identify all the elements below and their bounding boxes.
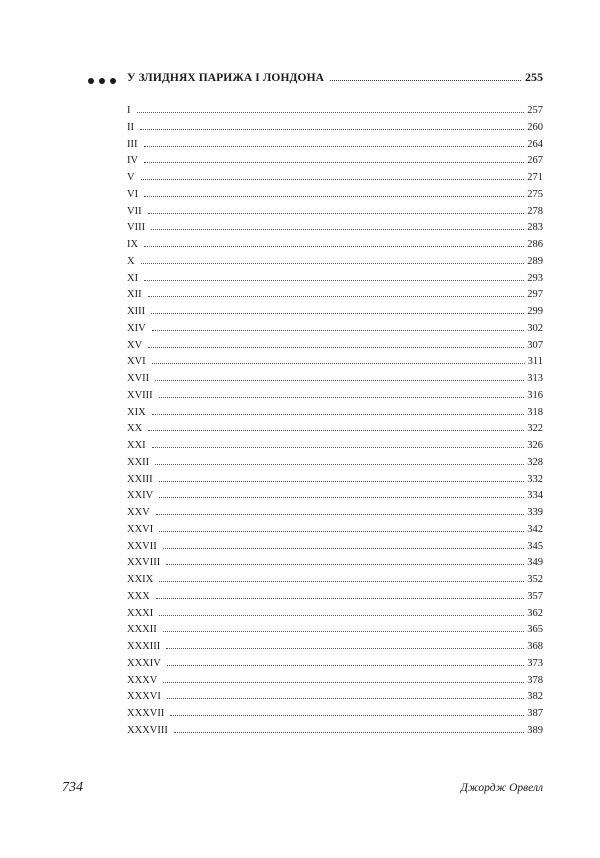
chapter-label: XXXIII <box>127 641 161 652</box>
toc-entry <box>127 421 543 438</box>
chapter-page-number: 260 <box>527 121 543 133</box>
chapter-page-number: 293 <box>527 272 543 284</box>
chapter-page-number: 271 <box>527 172 543 183</box>
chapter-label: XXVI <box>127 523 154 535</box>
chapter-label: XXIII <box>127 473 153 485</box>
bullet-dot-icon <box>88 78 94 84</box>
dot-leader <box>144 145 525 147</box>
chapter-page-number: 368 <box>527 641 543 652</box>
chapter-page-number: 264 <box>527 138 543 150</box>
toc-entry <box>127 153 543 170</box>
dot-leader <box>156 597 525 599</box>
chapter-page-number: 373 <box>527 657 543 669</box>
toc-entry <box>127 170 543 187</box>
dot-leader <box>137 111 525 113</box>
chapter-label: XIX <box>127 406 146 418</box>
chapter-page-number: 389 <box>527 724 543 736</box>
chapter-label: XII <box>127 289 142 301</box>
chapter-page-number: 297 <box>527 289 543 301</box>
dot-leader <box>144 245 524 247</box>
section-page-number: 255 <box>525 70 543 84</box>
toc-entry <box>127 187 543 204</box>
chapter-page-number: 299 <box>527 306 543 317</box>
dot-leader <box>152 362 525 364</box>
chapter-page-number: 302 <box>527 322 543 334</box>
bullet-dot-icon <box>99 78 105 84</box>
chapter-page-number: 283 <box>527 222 543 234</box>
toc-entry <box>127 455 543 472</box>
toc-entry <box>127 522 543 539</box>
chapter-page-number: 345 <box>527 540 543 552</box>
dot-leader <box>148 212 525 214</box>
chapter-label: XIII <box>127 306 146 317</box>
chapter-label: XXIV <box>127 490 154 502</box>
chapter-label: IX <box>127 239 139 250</box>
chapter-label: XVII <box>127 373 150 384</box>
dot-leader <box>167 664 524 666</box>
chapter-label: X <box>127 255 135 267</box>
dot-leader <box>152 446 525 448</box>
toc-entry <box>127 405 543 422</box>
dot-leader <box>152 413 525 415</box>
dot-leader <box>141 262 525 264</box>
dot-leader <box>140 128 524 130</box>
chapter-page-number: 365 <box>527 624 543 636</box>
chapter-label: XXX <box>127 590 150 602</box>
chapter-label: I <box>127 105 131 116</box>
toc-entry <box>127 304 543 321</box>
toc-entry <box>127 472 543 489</box>
chapter-page-number: 332 <box>527 473 543 485</box>
dot-leader <box>159 614 524 616</box>
toc-entry <box>127 689 543 706</box>
chapter-page-number: 378 <box>527 674 543 686</box>
dot-leader <box>174 731 524 733</box>
chapter-label: VIII <box>127 222 146 234</box>
toc-entry <box>127 656 543 673</box>
toc-entry <box>127 254 543 271</box>
chapter-label: XVIII <box>127 389 153 401</box>
dot-leader <box>159 530 524 532</box>
chapter-page-number: 382 <box>527 691 543 703</box>
toc-entry <box>127 555 543 572</box>
chapter-page-number: 328 <box>527 456 543 468</box>
dot-leader <box>163 681 524 683</box>
section-heading <box>88 70 543 92</box>
toc-entry <box>127 354 543 371</box>
section-title: У ЗЛИДНЯХ ПАРИЖА І ЛОНДОНА <box>127 72 325 84</box>
toc-entry <box>127 606 543 623</box>
dot-leader <box>148 429 524 431</box>
chapter-label: III <box>127 138 138 150</box>
chapter-label: IV <box>127 155 139 167</box>
chapter-page-number: 357 <box>527 590 543 602</box>
toc-entry <box>127 505 543 522</box>
bullet-marker <box>88 78 116 84</box>
chapter-page-number: 339 <box>527 507 543 518</box>
dot-leader <box>144 195 524 197</box>
dot-leader <box>155 463 524 465</box>
chapter-label: XXXVI <box>127 691 161 703</box>
toc-entry <box>127 287 543 304</box>
dot-leader <box>167 697 524 699</box>
toc-entry <box>127 237 543 254</box>
chapter-page-number: 318 <box>527 406 543 418</box>
chapter-label: XXVIII <box>127 557 161 569</box>
chapter-label: II <box>127 121 134 133</box>
chapter-page-number: 362 <box>527 607 543 619</box>
toc-entry <box>127 639 543 656</box>
chapter-label: XXXII <box>127 624 157 636</box>
chapter-page-number: 289 <box>527 255 543 267</box>
chapter-label: XXXI <box>127 607 154 619</box>
chapter-page-number: 275 <box>527 188 543 200</box>
chapter-label: XXXVII <box>127 708 165 719</box>
dot-leader <box>166 563 524 565</box>
chapter-label: V <box>127 172 135 183</box>
dot-leader <box>166 647 524 649</box>
toc-entry <box>127 438 543 455</box>
chapter-page-number: 267 <box>527 155 543 167</box>
toc-entry <box>127 371 543 388</box>
dot-leader <box>159 396 525 398</box>
chapter-label: XX <box>127 423 143 435</box>
dot-leader <box>159 480 525 482</box>
dot-leader <box>152 329 525 331</box>
dot-leader <box>330 79 521 81</box>
toc-entry <box>127 488 543 505</box>
dot-leader <box>148 295 525 297</box>
chapter-label: VII <box>127 205 142 217</box>
dot-leader <box>151 312 524 314</box>
dot-leader <box>141 178 525 180</box>
chapter-label: XXXV <box>127 674 158 686</box>
table-of-contents <box>127 103 543 740</box>
chapter-page-number: 326 <box>527 440 543 451</box>
dot-leader <box>163 630 525 632</box>
chapter-label: XI <box>127 272 139 284</box>
chapter-page-number: 352 <box>527 574 543 585</box>
toc-entry <box>127 622 543 639</box>
toc-entry <box>127 103 543 120</box>
toc-entry <box>127 220 543 237</box>
chapter-page-number: 342 <box>527 523 543 535</box>
toc-entry <box>127 673 543 690</box>
dot-leader <box>156 513 525 515</box>
chapter-label: XXXIV <box>127 657 161 669</box>
chapter-label: XIV <box>127 322 146 334</box>
dot-leader <box>151 228 524 230</box>
chapter-page-number: 311 <box>527 356 543 368</box>
toc-entry <box>127 589 543 606</box>
chapter-page-number: 307 <box>527 339 543 351</box>
dot-leader <box>170 714 524 716</box>
page-number: 734 <box>62 780 83 795</box>
chapter-page-number: 286 <box>527 239 543 250</box>
dot-leader <box>159 496 524 498</box>
dot-leader <box>148 346 524 348</box>
chapter-label: XXI <box>127 440 146 451</box>
running-footer-author: Джордж Орвелл <box>460 782 543 794</box>
dot-leader <box>155 379 524 381</box>
toc-entry <box>127 338 543 355</box>
chapter-page-number: 316 <box>527 389 543 401</box>
chapter-page-number: 334 <box>527 490 543 502</box>
dot-leader <box>159 580 524 582</box>
chapter-label: XXIX <box>127 574 154 585</box>
chapter-page-number: 322 <box>527 423 543 435</box>
chapter-label: XXVII <box>127 540 157 552</box>
toc-entry <box>127 572 543 589</box>
chapter-page-number: 257 <box>527 105 543 116</box>
chapter-page-number: 313 <box>527 373 543 384</box>
chapter-label: XXII <box>127 456 150 468</box>
toc-entry <box>127 321 543 338</box>
bullet-dot-icon <box>110 78 116 84</box>
chapter-label: XXXVIII <box>127 724 168 736</box>
toc-entry <box>127 539 543 556</box>
chapter-page-number: 349 <box>527 557 543 569</box>
dot-leader <box>144 161 524 163</box>
dot-leader <box>163 547 525 549</box>
toc-entry <box>127 388 543 405</box>
chapter-label: XV <box>127 339 143 351</box>
toc-entry <box>127 271 543 288</box>
toc-entry <box>127 120 543 137</box>
chapter-label: XXV <box>127 507 150 518</box>
chapter-page-number: 387 <box>527 708 543 719</box>
chapter-label: VI <box>127 188 139 200</box>
chapter-label: XVI <box>127 356 146 368</box>
toc-entry <box>127 723 543 740</box>
toc-entry <box>127 137 543 154</box>
chapter-page-number: 278 <box>527 205 543 217</box>
toc-entry <box>127 204 543 221</box>
dot-leader <box>144 279 524 281</box>
toc-entry <box>127 706 543 723</box>
